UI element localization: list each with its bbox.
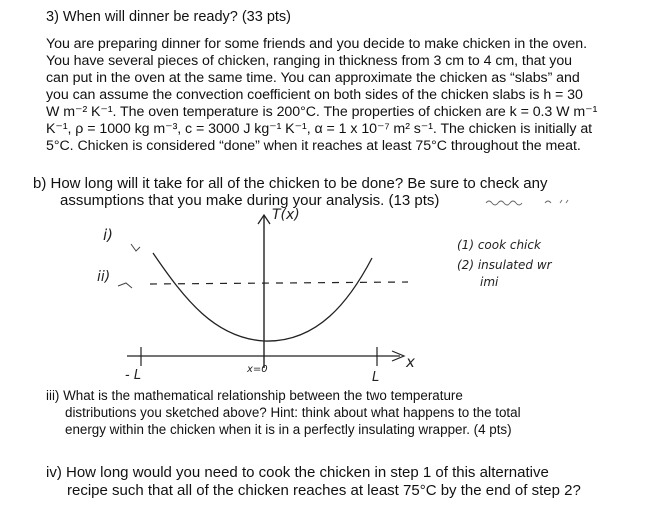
squiggle-i <box>131 244 140 251</box>
curve-ii-dashed <box>150 282 408 284</box>
curve-i <box>153 253 372 341</box>
question-title: 3) When will dinner be ready? (33 pts) <box>46 9 292 25</box>
part-iii-line-3: energy within the chicken when it is in a perfectly insulating wrapper. (4 pts) <box>65 422 512 437</box>
left-tick-label: - L <box>125 368 142 383</box>
part-iii-line-1: iii) What is the mathematical relationship between the two temperature <box>46 388 463 403</box>
intro-line-7: 5°C. Chicken is considered “done” when it reaches at least 75°C throughout the meat. <box>46 138 581 154</box>
intro-line-5: W m⁻² K⁻¹. The oven temperature is 200°C. The properties of chicken are k = 0.3 W m⁻¹ <box>46 104 598 120</box>
sketch-label-i: i) <box>103 226 114 244</box>
note-line-3: imi <box>480 275 499 289</box>
part-b-line-2: assumptions that you make during your analysis. (13 pts) <box>60 192 440 209</box>
intro-line-6: K⁻¹, ρ = 1000 kg m⁻³, c = 3000 J kg⁻¹ K⁻¹, α = 1 x 10⁻⁷ m² s⁻¹. The chicken is initially at <box>46 121 593 137</box>
x-axis-label: x <box>406 353 415 371</box>
intro-line-2: You have several pieces of chicken, ranging in thickness from 3 cm to 4 cm, that you <box>46 53 573 69</box>
note-line-2: (2) insulated wr <box>457 258 552 272</box>
faint-handwriting-scribble <box>486 200 568 205</box>
center-tick-label: x=0 <box>247 364 268 375</box>
intro-line-4: you can assume the convection coefficient on both sides of the chicken slabs is h = 30 <box>46 87 583 103</box>
note-line-1: (1) cook chick <box>457 238 541 252</box>
part-iv-line-1: iv) How long would you need to cook the chicken in step 1 of this alternative <box>46 464 549 481</box>
right-tick-label: L <box>372 370 380 385</box>
sketch-label-ii: ii) <box>97 269 111 285</box>
part-iv-line-2: recipe such that all of the chicken reaches at least 75°C by the end of step 2? <box>67 482 581 499</box>
intro-line-3: can put in the oven at the same time. You can approximate the chicken as “slabs” and <box>46 70 580 86</box>
squiggle-ii <box>118 283 132 288</box>
part-b-line-1: b) How long will it take for all of the chicken to be done? Be sure to check any <box>33 175 548 192</box>
part-iii-line-2: distributions you sketched above? Hint: think about what happens to the total <box>65 405 521 420</box>
y-axis-label: T(x) <box>272 207 300 223</box>
intro-line-1: You are preparing dinner for some friends and you decide to make chicken in the oven. <box>46 36 587 52</box>
